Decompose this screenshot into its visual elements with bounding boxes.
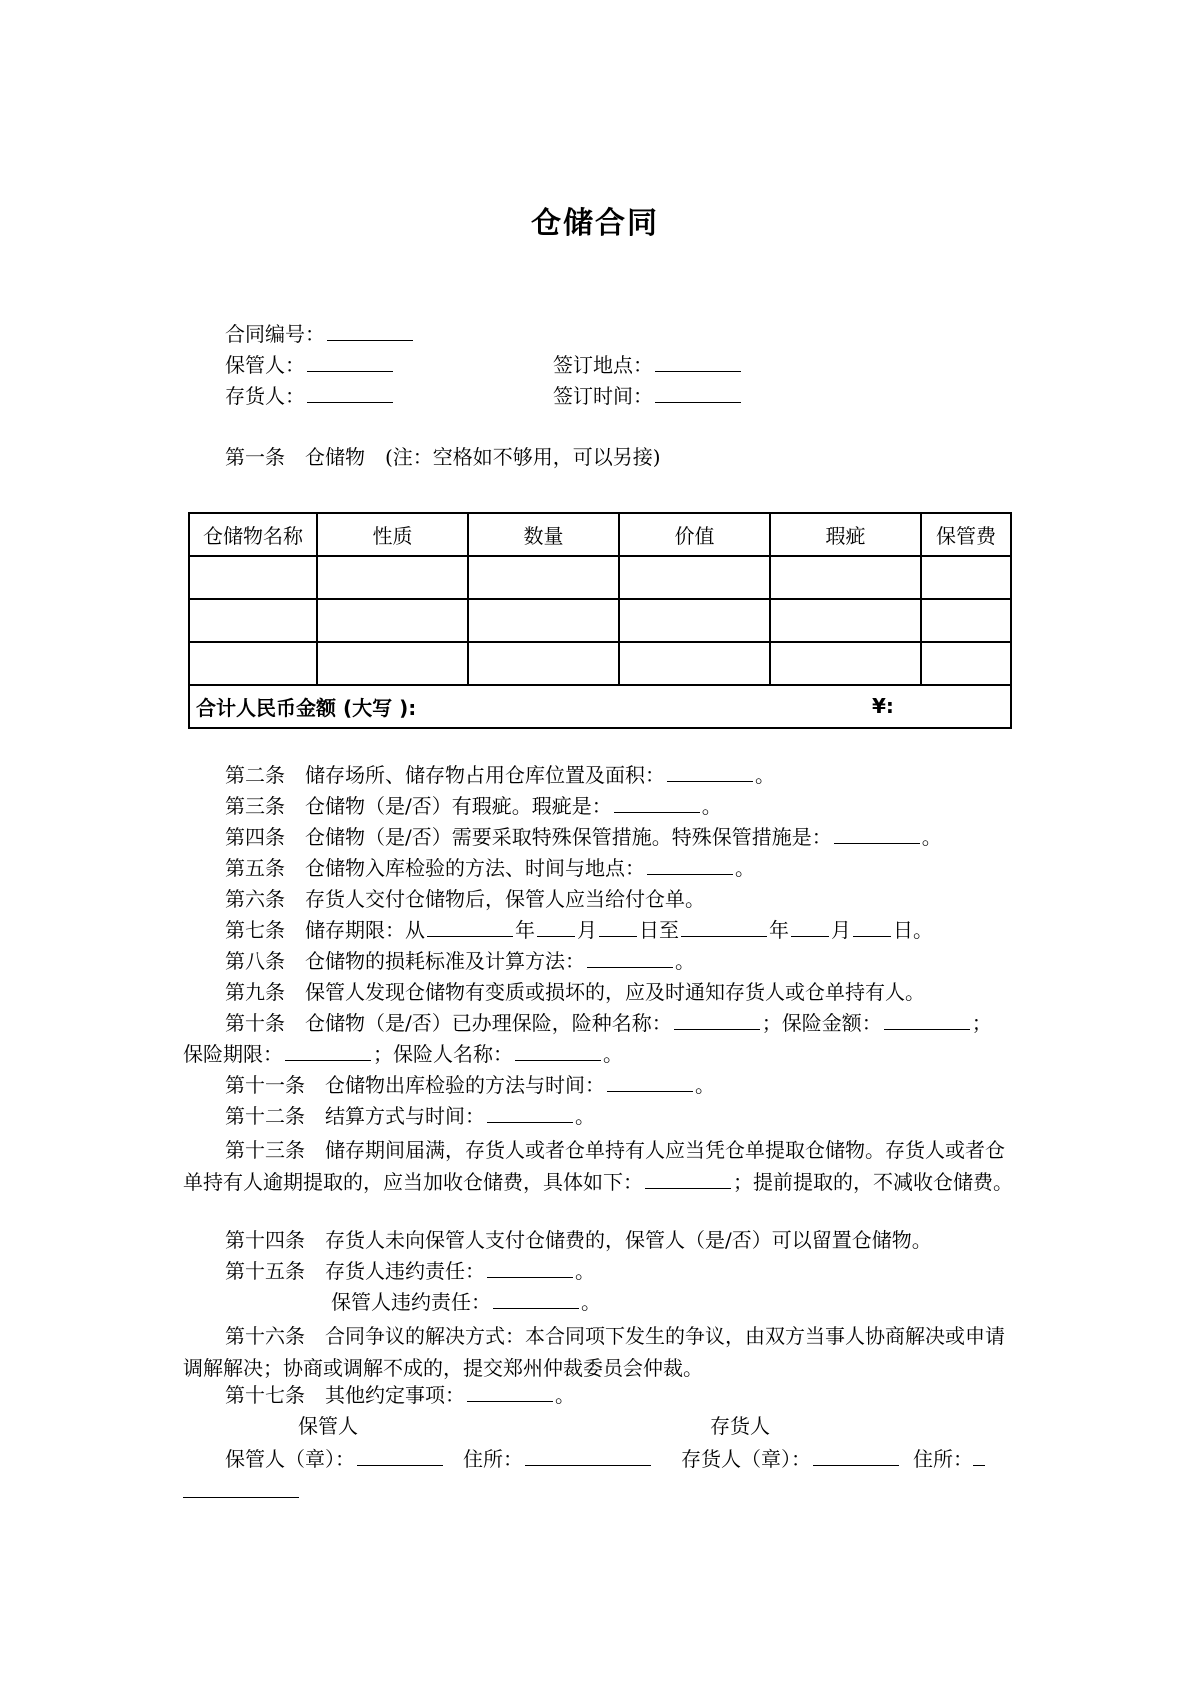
article-13 <box>183 1134 1021 1198</box>
header-defect: 瑕疵 <box>770 513 921 556</box>
article-13-blank[interactable] <box>645 1170 731 1189</box>
table-cell[interactable] <box>619 599 770 642</box>
end-month-blank[interactable] <box>791 918 829 937</box>
article-12-blank[interactable] <box>487 1104 573 1123</box>
article-10-line-2 <box>183 1041 623 1067</box>
signature-line <box>225 1446 985 1472</box>
table-cell[interactable] <box>921 556 1011 599</box>
article-3-blank[interactable] <box>614 794 700 813</box>
article-8-text: 第八条 仓储物的损耗标准及计算方法： <box>225 949 585 973</box>
header-quantity: 数量 <box>468 513 619 556</box>
article-17 <box>225 1382 575 1408</box>
period: 。 <box>701 794 722 818</box>
article-14: 第十四条 存货人未向保管人支付仓储费的，保管人（是/否）可以留置仓储物。 <box>225 1228 932 1252</box>
insurance-period-blank[interactable] <box>285 1042 371 1061</box>
start-month-blank[interactable] <box>537 918 575 937</box>
custodian-seal-label: 保管人（章）： <box>225 1447 355 1471</box>
end-day-blank[interactable] <box>853 918 891 937</box>
table-cell[interactable] <box>619 642 770 685</box>
table-cell[interactable] <box>468 556 619 599</box>
article-16-text: 第十六条 合同争议的解决方式：本合同项下发生的争议，由双方当事人协商解决或申请调解解决；协商或调解不成的，提交郑州仲裁委员会仲裁。 <box>183 1324 1005 1380</box>
period: 。 <box>575 1259 595 1283</box>
article-15-line-1 <box>225 1258 595 1284</box>
period: 。 <box>675 949 695 973</box>
article-9: 第九条 保管人发现仓储物有变质或损坏的，应及时通知存货人或仓单持有人。 <box>225 980 925 1004</box>
sign-place-line <box>553 352 743 378</box>
article-13-text-b: ；提前提取的，不减收仓储费。 <box>733 1170 1013 1194</box>
article-11 <box>225 1072 715 1098</box>
total-amount-label: 合计人民币金额 (大写 ): <box>196 696 417 720</box>
storage-goods-table <box>188 512 1012 729</box>
table-header-row <box>189 513 1011 556</box>
depositor-line <box>225 383 395 409</box>
table-cell[interactable] <box>189 556 317 599</box>
header-goods-name: 仓储物名称 <box>189 513 317 556</box>
article-2-text: 第二条 储存场所、储存物占用仓库位置及面积： <box>225 763 665 787</box>
article-4 <box>225 824 942 850</box>
total-amount-cell[interactable] <box>189 685 1011 728</box>
signature-custodian-heading: 保管人 <box>298 1414 358 1438</box>
sign-time-label: 签订时间： <box>553 384 653 408</box>
sign-place-blank[interactable] <box>655 353 741 372</box>
period: 。 <box>735 856 755 880</box>
article-3 <box>225 793 722 819</box>
article-13-text: 第十三条 储存期间届满，存货人或者仓单持有人应当凭仓单提取仓储物。存货人或者仓单持有人逾期提取的，应当加收仓储费，具体如下： <box>183 1138 1005 1194</box>
article-17-text: 第十七条 其他约定事项： <box>225 1383 465 1407</box>
period: 。 <box>581 1290 601 1314</box>
custodian-label: 保管人： <box>225 353 305 377</box>
table-cell[interactable] <box>317 556 468 599</box>
depositor-address-label: 住所： <box>913 1447 973 1471</box>
day-label: 日。 <box>893 918 933 942</box>
article-6: 第六条 存货人交付仓储物后，保管人应当给付仓单。 <box>225 887 705 911</box>
depositor-address-blank-continued[interactable] <box>183 1479 299 1498</box>
article-5-blank[interactable] <box>647 856 733 875</box>
period: 。 <box>555 1383 575 1407</box>
table-row <box>189 599 1011 642</box>
table-cell[interactable] <box>189 599 317 642</box>
table-cell[interactable] <box>619 556 770 599</box>
article-10-line-1: 第十条 仓储物（是/否）已办理保险，险种名称： ；保险金额： ； <box>225 1011 992 1035</box>
table-cell[interactable] <box>770 599 921 642</box>
article-10-text: 第十条 仓储物（是/否）已办理保险，险种名称： <box>225 1011 672 1035</box>
article-16 <box>183 1320 1021 1384</box>
contract-no-label: 合同编号： <box>225 322 325 346</box>
period: 。 <box>755 763 775 787</box>
day-to-label: 日至 <box>639 918 679 942</box>
article-8-blank[interactable] <box>587 949 673 968</box>
end-year-blank[interactable] <box>681 918 767 937</box>
article-1: 第一条 仓储物 (注：空格如不够用，可以另接) <box>225 445 661 469</box>
table-cell[interactable] <box>770 556 921 599</box>
header-nature: 性质 <box>317 513 468 556</box>
table-cell[interactable] <box>921 599 1011 642</box>
table-cell[interactable] <box>317 642 468 685</box>
address-continuation <box>183 1478 299 1504</box>
insurer-name-blank[interactable] <box>515 1042 601 1061</box>
custodian-blank[interactable] <box>307 353 393 372</box>
article-12-text: 第十二条 结算方式与时间： <box>225 1104 485 1128</box>
custodian-liability-blank[interactable] <box>493 1290 579 1309</box>
depositor-label: 存货人： <box>225 384 305 408</box>
article-5 <box>225 855 755 881</box>
custodian-seal-blank[interactable] <box>357 1447 443 1466</box>
insurer-name-label: ；保险人名称： <box>373 1042 513 1066</box>
start-year-blank[interactable] <box>427 918 513 937</box>
custodian-liability-label: 保管人违约责任： <box>331 1290 491 1314</box>
period: 。 <box>603 1042 623 1066</box>
header-storage-fee: 保管费 <box>921 513 1011 556</box>
start-day-blank[interactable] <box>599 918 637 937</box>
month-label: 月 <box>831 918 851 942</box>
depositor-liability-label: 第十五条 存货人违约责任： <box>225 1259 485 1283</box>
article-8 <box>225 948 695 974</box>
year-label: 年 <box>769 918 789 942</box>
article-11-text: 第十一条 仓储物出库检验的方法与时间： <box>225 1073 605 1097</box>
year-label: 年 <box>515 918 535 942</box>
depositor-seal-blank[interactable] <box>813 1447 899 1466</box>
depositor-blank[interactable] <box>307 384 393 403</box>
article-15-line-2 <box>331 1289 601 1315</box>
sign-time-blank[interactable] <box>655 384 741 403</box>
period: 。 <box>921 825 942 849</box>
table-cell[interactable] <box>921 642 1011 685</box>
period: 。 <box>575 1104 595 1128</box>
insurance-period-label: 保险期限： <box>183 1042 283 1066</box>
sign-time-line <box>553 383 743 409</box>
article-7 <box>225 917 933 943</box>
sign-place-label: 签订地点： <box>553 353 653 377</box>
article-7-text: 第七条 储存期限：从 <box>225 918 425 942</box>
table-row <box>189 556 1011 599</box>
period: 。 <box>695 1073 715 1097</box>
depositor-seal-label: 存货人（章）： <box>681 1447 811 1471</box>
table-row <box>189 642 1011 685</box>
insurance-amount-blank[interactable] <box>884 1011 970 1030</box>
insurance-amount-label: ；保险金额： <box>761 1011 882 1035</box>
table-cell[interactable] <box>468 599 619 642</box>
table-cell[interactable] <box>317 599 468 642</box>
article-4-text: 第四条 仓储物（是/否）需要采取特殊保管措施。特殊保管措施是： <box>225 825 832 849</box>
article-3-text: 第三条 仓储物（是/否）有瑕疵。瑕疵是： <box>225 794 612 818</box>
custodian-line <box>225 352 395 378</box>
table-cell[interactable] <box>468 642 619 685</box>
article-2 <box>225 762 775 788</box>
article-11-blank[interactable] <box>607 1073 693 1092</box>
article-4-blank[interactable] <box>834 825 920 844</box>
table-cell[interactable] <box>189 642 317 685</box>
month-label: 月 <box>577 918 597 942</box>
custodian-address-blank[interactable] <box>525 1447 651 1466</box>
page-title: 仓储合同 <box>531 206 659 241</box>
header-value: 价值 <box>619 513 770 556</box>
article-12 <box>225 1103 595 1129</box>
depositor-liability-blank[interactable] <box>487 1259 573 1278</box>
insurance-type-blank[interactable] <box>674 1011 760 1030</box>
article-17-blank[interactable] <box>467 1383 553 1402</box>
yen-label: ¥: <box>872 694 894 718</box>
table-total-row <box>189 685 1011 728</box>
table-cell[interactable] <box>770 642 921 685</box>
depositor-address-blank[interactable] <box>973 1447 985 1466</box>
custodian-address-label: 住所： <box>463 1447 523 1471</box>
signature-depositor-heading: 存货人 <box>710 1414 770 1438</box>
contract-no-line <box>225 321 415 347</box>
contract-no-blank[interactable] <box>327 322 413 341</box>
article-5-text: 第五条 仓储物入库检验的方法、时间与地点： <box>225 856 645 880</box>
article-2-blank[interactable] <box>667 763 753 782</box>
